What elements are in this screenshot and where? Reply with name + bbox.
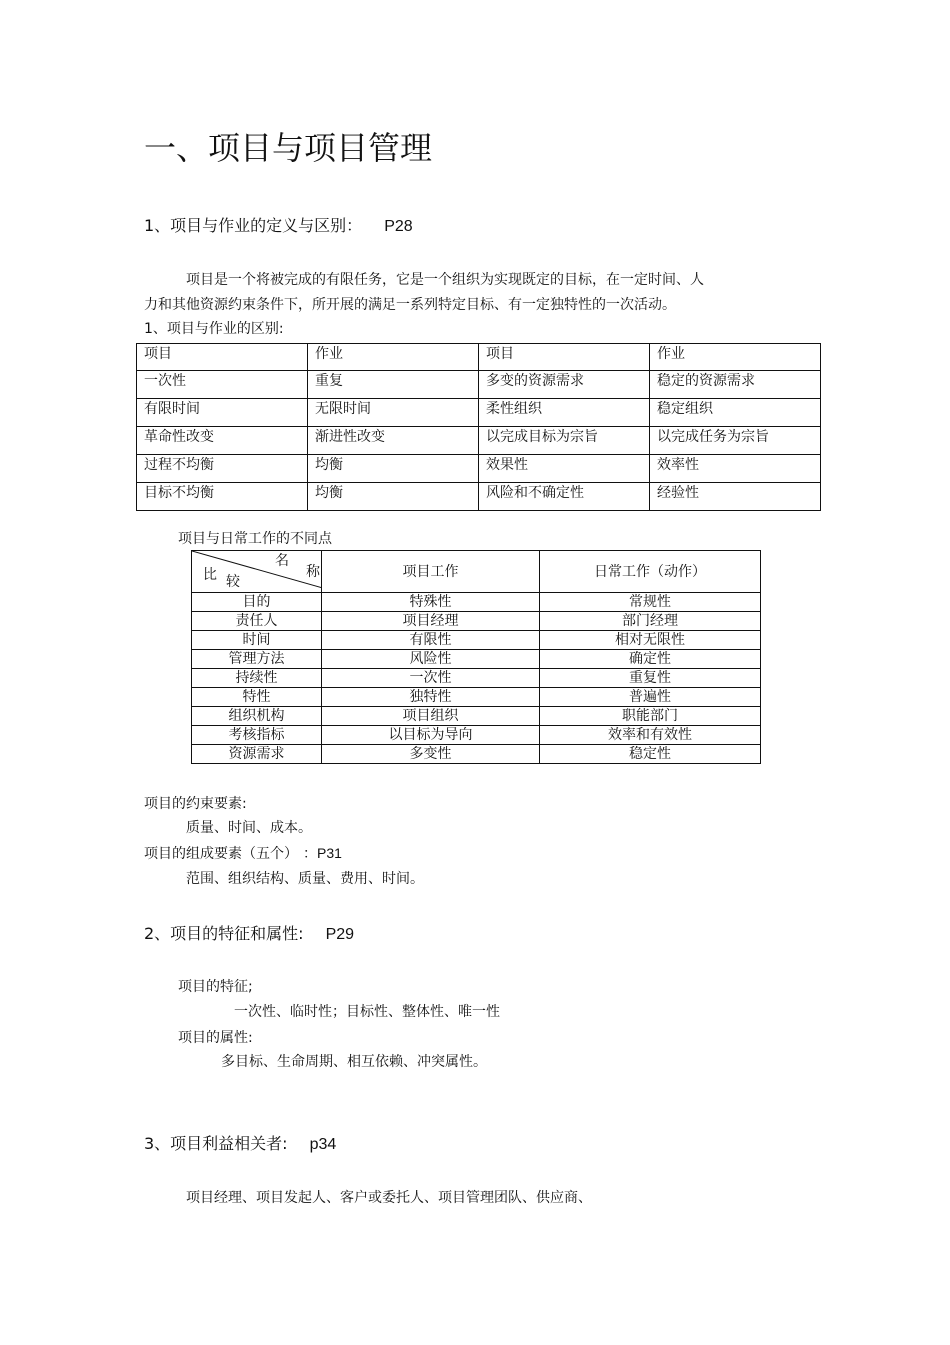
table-row — [137, 344, 821, 371]
table-cell: 组织机构 — [192, 707, 322, 726]
table-row — [137, 483, 821, 511]
diag-label-jiao: 较 — [226, 574, 240, 590]
header-routine-work: 日常工作（动作） — [540, 551, 761, 593]
table-cell: 有限性 — [322, 631, 540, 650]
table-cell: 重复性 — [540, 669, 761, 688]
table-cell: 目的 — [192, 593, 322, 612]
table-cell: 稳定性 — [540, 745, 761, 764]
section-2-heading-text: 2、项目的特征和属性: — [144, 924, 304, 943]
table-cell: 职能部门 — [540, 707, 761, 726]
definition-line-1: 项目是一个将被完成的有限任务，它是一个组织为实现既定的目标，在一定时间、人 — [186, 272, 704, 288]
table-cell: 有限时间 — [137, 399, 308, 427]
table-cell: 多变性 — [322, 745, 540, 764]
table-row — [137, 427, 821, 455]
table-cell: 以完成任务为宗旨 — [650, 427, 821, 455]
table1-caption: 1、项目与作业的区别: — [144, 321, 284, 337]
table-cell: 渐进性改变 — [308, 427, 479, 455]
section-2-page-ref: P29 — [325, 926, 355, 943]
table-cell: 项目 — [479, 344, 650, 371]
diagonal-header-cell — [192, 551, 322, 593]
table-row — [192, 593, 761, 612]
table-cell: 考核指标 — [192, 726, 322, 745]
table-row — [192, 688, 761, 707]
composition-value: 范围、组织结构、质量、费用、时间。 — [186, 871, 424, 887]
table-cell: 管理方法 — [192, 650, 322, 669]
table-cell: 柔性组织 — [479, 399, 650, 427]
section-1-heading — [144, 215, 413, 238]
section-1-heading-text: 1、项目与作业的定义与区别： — [144, 216, 363, 235]
table-row — [192, 669, 761, 688]
definition-line-2: 力和其他资源约束条件下，所开展的满足一系列特定目标、有一定独特性的一次活动。 — [144, 297, 676, 313]
table-cell: 特殊性 — [322, 593, 540, 612]
table-cell: 部门经理 — [540, 612, 761, 631]
diag-label-bi: 比 — [203, 567, 217, 583]
table-row — [192, 631, 761, 650]
project-vs-operation-table — [136, 343, 821, 511]
table-header-row — [192, 551, 761, 593]
table-row — [192, 650, 761, 669]
table-cell: 以完成目标为宗旨 — [479, 427, 650, 455]
table-row — [192, 612, 761, 631]
table-row — [137, 455, 821, 483]
table-cell: 作业 — [308, 344, 479, 371]
constraint-value: 质量、时间、成本。 — [186, 820, 312, 836]
composition-page-ref: ：P31 — [303, 845, 342, 861]
table-cell: 确定性 — [540, 650, 761, 669]
page-title: 一、项目与项目管理 — [144, 129, 433, 167]
section-1-page-ref: P28 — [384, 218, 413, 235]
table-cell: 项目经理 — [322, 612, 540, 631]
table-cell: 相对无限性 — [540, 631, 761, 650]
section-3-heading — [144, 1133, 336, 1156]
table-cell: 多变的资源需求 — [479, 371, 650, 399]
table-cell: 效率性 — [650, 455, 821, 483]
table-row — [192, 707, 761, 726]
section-3-page-ref: p34 — [309, 1136, 337, 1153]
feature-value: 一次性、临时性；目标性、整体性、唯一性 — [234, 1004, 500, 1020]
table-row — [137, 371, 821, 399]
constraint-label: 项目的约束要素: — [144, 796, 247, 812]
table-cell: 过程不均衡 — [137, 455, 308, 483]
table-cell: 持续性 — [192, 669, 322, 688]
table-row — [137, 399, 821, 427]
table-cell: 稳定的资源需求 — [650, 371, 821, 399]
table-cell: 特性 — [192, 688, 322, 707]
table-cell: 项目组织 — [322, 707, 540, 726]
table-cell: 重复 — [308, 371, 479, 399]
table-row — [192, 745, 761, 764]
table-cell: 项目 — [137, 344, 308, 371]
project-vs-routine-table — [191, 550, 761, 764]
diag-label-cheng: 称 — [306, 564, 320, 580]
table-cell: 风险性 — [322, 650, 540, 669]
table-cell: 普遍性 — [540, 688, 761, 707]
attribute-label: 项目的属性: — [178, 1030, 253, 1046]
table-row — [192, 726, 761, 745]
table-cell: 风险和不确定性 — [479, 483, 650, 511]
table-cell: 效率和有效性 — [540, 726, 761, 745]
composition-line — [144, 843, 342, 864]
table-cell: 独特性 — [322, 688, 540, 707]
table-cell: 效果性 — [479, 455, 650, 483]
table-cell: 经验性 — [650, 483, 821, 511]
stakeholders-value: 项目经理、项目发起人、客户或委托人、项目管理团队、供应商、 — [186, 1190, 592, 1206]
section-3-heading-text: 3、项目利益相关者: — [144, 1134, 288, 1153]
attribute-value: 多目标、生命周期、相互依赖、冲突属性。 — [221, 1054, 487, 1070]
table-cell: 稳定组织 — [650, 399, 821, 427]
table-cell: 无限时间 — [308, 399, 479, 427]
table-cell: 革命性改变 — [137, 427, 308, 455]
table2-caption: 项目与日常工作的不同点 — [178, 531, 332, 547]
table-cell: 责任人 — [192, 612, 322, 631]
table-cell: 均衡 — [308, 483, 479, 511]
table-cell: 资源需求 — [192, 745, 322, 764]
feature-label: 项目的特征; — [178, 979, 253, 995]
table-cell: 目标不均衡 — [137, 483, 308, 511]
table-cell: 一次性 — [137, 371, 308, 399]
table-cell: 常规性 — [540, 593, 761, 612]
header-project-work: 项目工作 — [322, 551, 540, 593]
table-cell: 作业 — [650, 344, 821, 371]
section-2-heading — [144, 923, 354, 946]
table-cell: 以目标为导向 — [322, 726, 540, 745]
table-cell: 一次性 — [322, 669, 540, 688]
table-cell: 时间 — [192, 631, 322, 650]
diag-label-ming: 名 — [275, 553, 289, 569]
composition-label: 项目的组成要素（五个） — [144, 846, 291, 862]
table-cell: 均衡 — [308, 455, 479, 483]
